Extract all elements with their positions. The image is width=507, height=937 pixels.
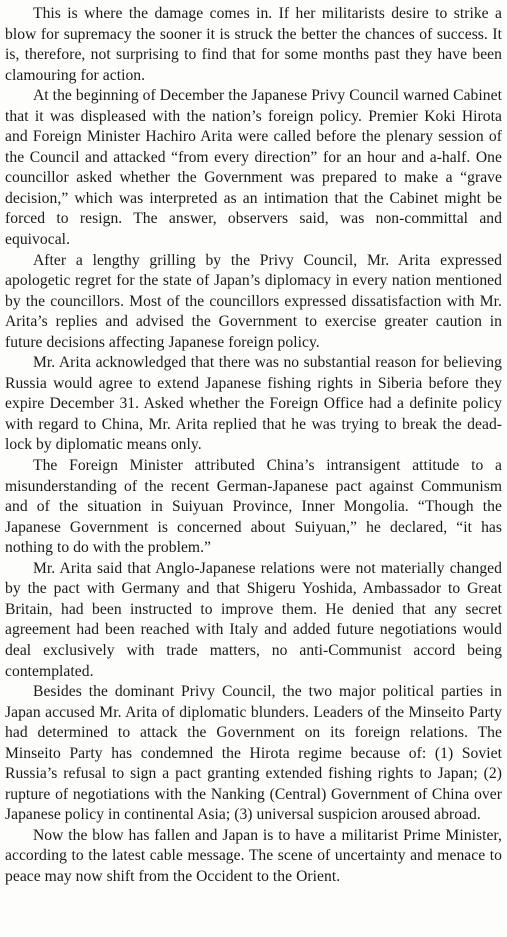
paragraph-political-parties: Besides the dominant Privy Council, the two major political parties in Japan accused Mr. Arita of diplomatic blunders. Leaders of the Minseito Party had determined to attack the Government on its foreign relations. The Minseito Party has condemned the Hirota regime because of: (1) Soviet Russia’s refusal to sign a pact granting extended fishing rights to Japan; (2) rupture of negotiations with the Nanking (Central) Government of China over Japanese policy in continental Asia; (3) universal suspicion aroused abroad. [5,683,502,824]
paragraph-conclusion: Now the blow has fallen and Japan is to have a militarist Prime Minister, according to the latest cable message. The scene of uncertainty and menace to peace may now shift from the Occident to the Orient. [5,826,502,885]
paragraph-china-attitude: The Foreign Minister attributed China’s intransigent attitude to a misunderstanding of the recent German-Japanese pact against Communism and of the situation in Suiyuan Province, Inner Mongolia. “Though the Japanese Government is concerned about Suiyuan,” he declared, “it has nothing to do with the problem.” [5,457,502,557]
paragraph-privy-council-warning: At the beginning of December the Japanese Privy Council warned Cabinet that it was displeased with the nation’s foreign policy. Premier Koki Hirota and Foreign Minister Hachiro Arita were called before the plenary session of the Council and attacked “from every direction” for an hour and a-half. One councillor asked whether the Government was prepared to make a “grave decision,” which was interpreted as an intimation that the Cabinet might be forced to resign. The answer, observers said, was non-committal and equivocal. [5,87,502,249]
paragraph-militarists: This is where the damage comes in. If her militarists desire to strike a blow for supremacy the sooner it is struck the better the chances of success. It is, therefore, not surprising to find that for some months past they have been clamouring for action. [5,5,502,84]
paragraph-anglo-japanese-relations: Mr. Arita said that Anglo-Japanese relations were not materially changed by the pact with Germany and that Shigeru Yoshida, Ambassador to Great Britain, had been instructed to improve them. He denied that any secret agreement had been reached with Italy and added future negotiations would deal exclusively with trade matters, no anti-Communist accord being contemplated. [5,559,502,680]
paragraph-fishing-rights: Mr. Arita acknowledged that there was no substantial reason for believing Russia would agree to extend Japanese fishing rights in Siberia before they expire December 31. Asked whether the Foreign Office had a definite policy with regard to China, Mr. Arita replied that he was trying to break the deadlock by diplomatic means only. [5,354,502,454]
paragraph-arita-grilling: After a lengthy grilling by the Privy Council, Mr. Arita expressed apologetic regret for the state of Japan’s diplomacy in every nation mentioned by the councillors. Most of the councillors expressed dissatisfaction with Mr. Arita’s replies and advised the Government to exercise greater caution in future decisions affecting Japanese foreign policy. [5,251,502,351]
